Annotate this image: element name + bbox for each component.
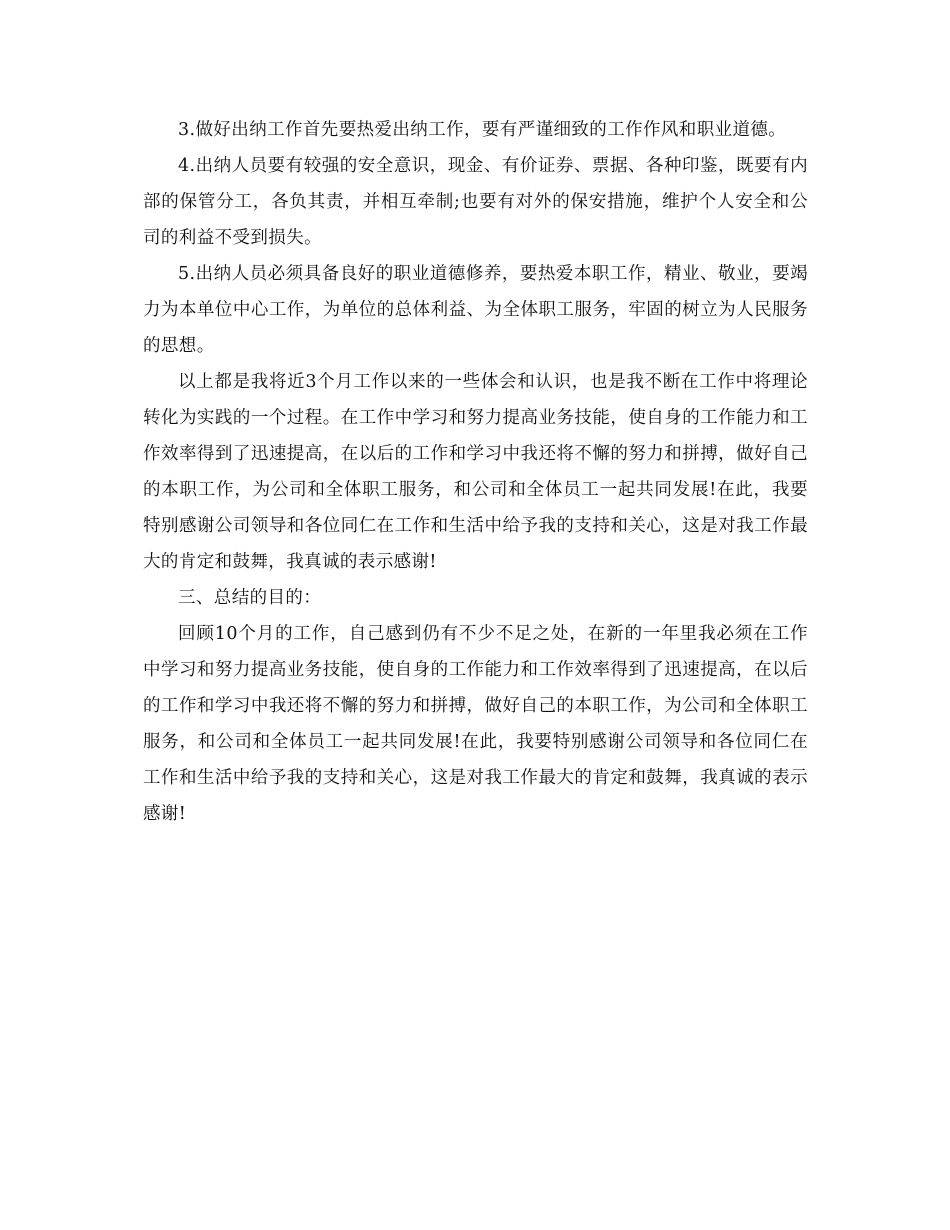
paragraph-item-3: 3.做好出纳工作首先要热爱出纳工作，要有严谨细致的工作作风和职业道德。 xyxy=(178,120,787,140)
paragraph-summary: 以上都是我将近3个月工作以来的一些体会和认识，也是我不断在工作中将理论转化为实践的一个过程。在工作中学习和努力提高业务技能，使自身的工作能力和工作效率得到了迅速提高，在以后的工作和学习中我还将不懈的努力和拼搏，做好自己的本职工作，为公司和全体职工服务，和公司和全体员工一起共同发展!在此，我要特别感谢公司领导和各位同仁在工作和生活中给予我的支持和关心，这是对我工作最大的肯定和鼓舞，我真诚的表示感谢! xyxy=(143,372,808,572)
paragraph-item-5: 5.出纳人员必须具备良好的职业道德修养，要热爱本职工作，精业、敬业，要竭力为本单位中心工作，为单位的总体利益、为全体职工服务，牢固的树立为人民服务的思想。 xyxy=(143,264,808,356)
paragraph-review: 回顾10个月的工作，自己感到仍有不少不足之处，在新的一年里我必须在工作中学习和努力提高业务技能，使自身的工作能力和工作效率得到了迅速提高，在以后的工作和学习中我还将不懈的努力和拼搏，做好自己的本职工作，为公司和全体职工服务，和公司和全体员工一起共同发展!在此，我要特别感谢公司领导和各位同仁在工作和生活中给予我的支持和关心，这是对我工作最大的肯定和鼓舞，我真诚的表示感谢! xyxy=(143,624,808,824)
section-heading-purpose: 三、总结的目的： xyxy=(178,588,322,608)
paragraph-item-4: 4.出纳人员要有较强的安全意识，现金、有价证券、票据、各种印鉴，既要有内部的保管分工，各负其责，并相互牵制;也要有对外的保安措施，维护个人安全和公司的利益不受到损失。 xyxy=(143,156,808,248)
document-page xyxy=(143,112,808,832)
